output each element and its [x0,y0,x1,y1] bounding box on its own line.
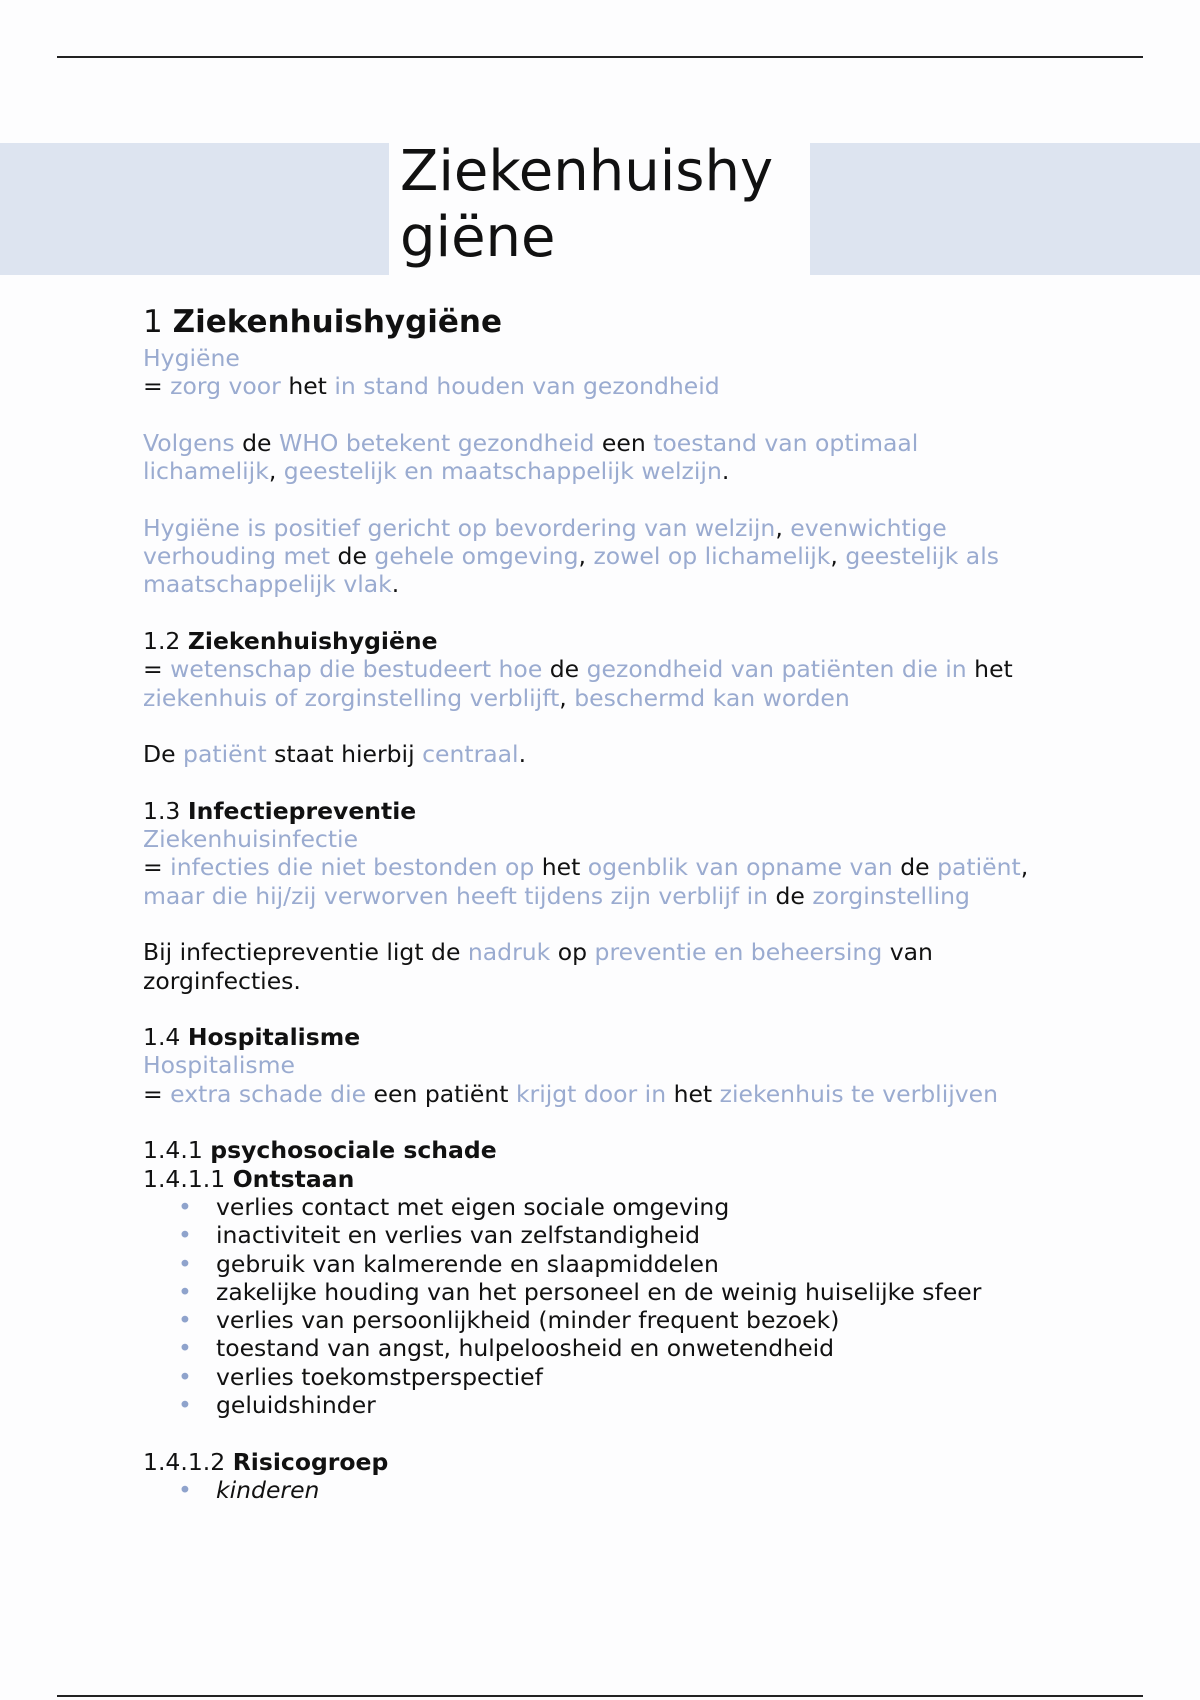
definition-ziekenhuishygiene: = wetenschap die bestudeert hoe de gezondheid van patiënten die in het ziekenhuis of zorginstelling verblijft, beschermd kan worden [143,655,1013,712]
list-item: • kinderen [143,1476,1073,1504]
list-item: • gebruik van kalmerende en slaapmiddelen [143,1250,1073,1278]
list-item: • geluidshinder [143,1391,1073,1419]
definition-hospitalisme: = extra schade die een patiënt krijgt door in het ziekenhuis te verblijven [143,1079,999,1108]
term-ziekenhuisinfectie: Ziekenhuisinfectie [143,825,359,854]
list-item: • verlies van persoonlijkheid (minder frequent bezoek) [143,1306,1073,1334]
paragraph-patient-centraal: De patiënt staat hierbij centraal. [143,740,527,769]
list-item: • verlies contact met eigen sociale omgeving [143,1193,1073,1221]
heading-1-4-1-2: 1.4.1.2 Risicogroep [143,1447,389,1476]
list-ontstaan [143,1193,1073,1419]
document-title: Ziekenhuishygiëne [400,139,774,270]
bottom-rule [57,1695,1143,1697]
heading-1-2: 1.2 Ziekenhuishygiëne [143,626,438,655]
document-body [143,300,1073,1504]
term-hygiene: Hygiëne [143,344,240,372]
top-rule [57,56,1143,58]
list-item: • inactiviteit en verlies van zelfstandigheid [143,1221,1073,1249]
list-item: • zakelijke houding van het personeel en de weinig huiselijke sfeer [143,1278,1073,1306]
list-item: • toestand van angst, hulpeloosheid en onwetendheid [143,1334,1073,1362]
title-band-left [0,143,389,275]
heading-1-4-1-1: 1.4.1.1 Ontstaan [143,1164,355,1193]
heading-1-4-1: 1.4.1 psychosociale schade [143,1136,497,1165]
heading-1-3: 1.3 Infectiepreventie [143,796,417,825]
list-item: • verlies toekomstperspectief [143,1363,1073,1391]
paragraph-hygiene-positive: Hygiëne is positief gericht op bevordering van welzijn, evenwichtige verhouding met de gehele omgeving, zowel op lichamelijk, geestelijk als maatschappelijk vlak. [143,513,999,599]
definition-ziekenhuisinfectie: = infecties die niet bestonden op het ogenblik van opname van de patiënt, maar die hij/zij verworven heeft tijdens zijn verblijf in de zorginstelling [143,853,1029,910]
definition-hygiene: = zorg voor het in stand houden van gezondheid [143,372,720,401]
term-hospitalisme: Hospitalisme [143,1051,296,1080]
heading-1: 1 Ziekenhuishygiëne [143,304,503,340]
heading-1-4: 1.4 Hospitalisme [143,1023,361,1052]
paragraph-infectiepreventie: Bij infectiepreventie ligt de nadruk op preventie en beheersing van zorginfecties. [143,938,933,995]
paragraph-who: Volgens de WHO betekent gezondheid een toestand van optimaal lichamelijk, geestelijk en maatschappelijk welzijn. [143,428,919,486]
list-risicogroep [143,1476,1073,1504]
title-band-right [810,143,1200,275]
